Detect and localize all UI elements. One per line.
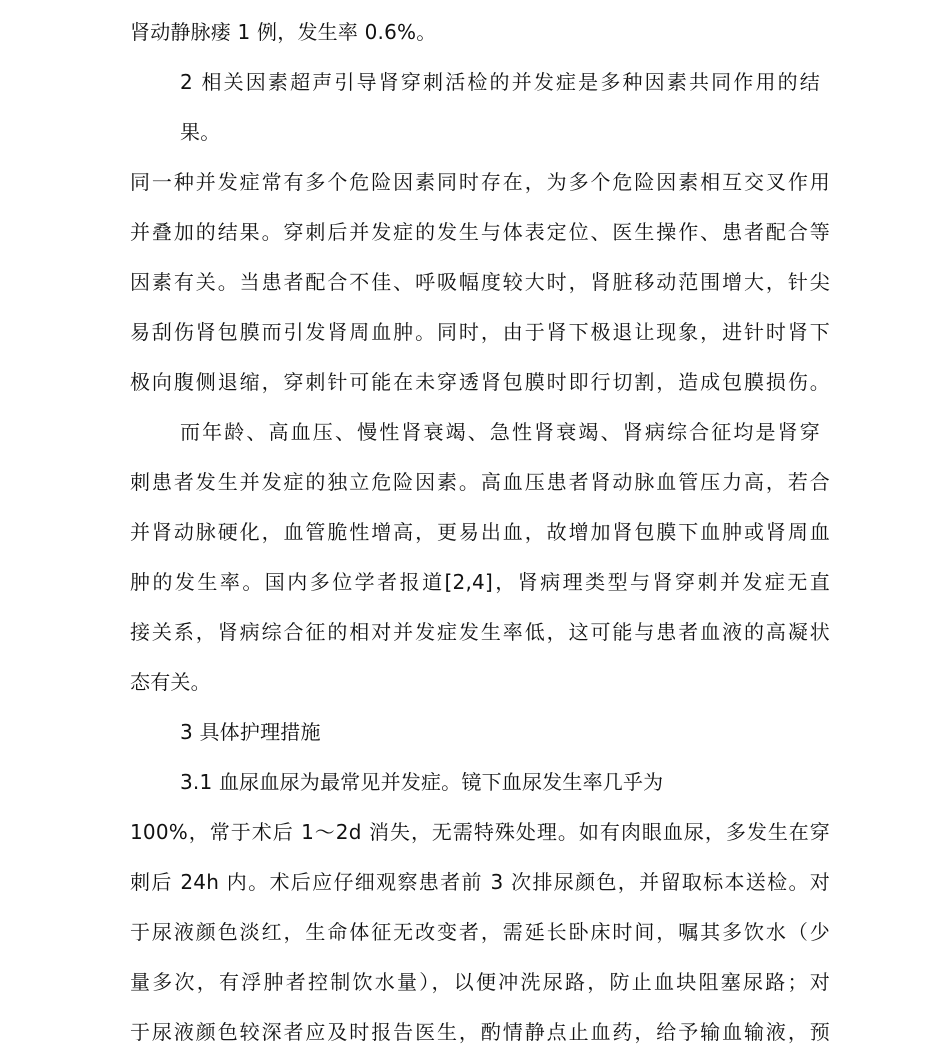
section-heading-line: 果。: [180, 120, 221, 144]
paragraph-first-line: 而年龄、高血压、慢性肾衰竭、急性肾衰竭、肾病综合征均是肾穿: [180, 420, 820, 444]
text-line: 并肾动脉硬化，血管脆性增高，更易出血，故增加肾包膜下血肿或肾周血: [130, 520, 830, 544]
text-line: 刺患者发生并发症的独立危险因素。高血压患者肾动脉血管压力高，若合: [130, 470, 830, 494]
text-line: 易刮伤肾包膜而引发肾周血肿。同时，由于肾下极退让现象，进针时肾下: [130, 320, 830, 344]
text-line: 因素有关。当患者配合不佳、呼吸幅度较大时，肾脏移动范围增大，针尖: [130, 270, 830, 294]
text-line: 于尿液颜色淡红，生命体征无改变者，需延长卧床时间，嘱其多饮水（少: [130, 920, 830, 944]
text-line: 肿的发生率。国内多位学者报道[2,4]，肾病理类型与肾穿刺并发症无直: [130, 570, 830, 594]
text-line: 肾动静脉瘘 1 例，发生率 0.6%。: [130, 20, 437, 44]
text-line: 接关系，肾病综合征的相对并发症发生率低，这可能与患者血液的高凝状: [130, 620, 830, 644]
text-line: 并叠加的结果。穿刺后并发症的发生与体表定位、医生操作、患者配合等: [130, 220, 830, 244]
subsection-heading-line: 3.1 血尿血尿为最常见并发症。镜下血尿发生率几乎为: [180, 770, 664, 794]
section-heading-line: 2 相关因素超声引导肾穿刺活检的并发症是多种因素共同作用的结: [180, 70, 820, 94]
text-line: 态有关。: [130, 670, 211, 694]
section-heading-line: 3 具体护理措施: [180, 720, 321, 744]
text-line: 刺后 24h 内。术后应仔细观察患者前 3 次排尿颜色，并留取标本送检。对: [130, 870, 830, 894]
text-line: 极向腹侧退缩，穿刺针可能在未穿透肾包膜时即行切割，造成包膜损伤。: [130, 370, 830, 394]
text-line: 量多次，有浮肿者控制饮水量），以便冲洗尿路，防止血块阻塞尿路；对: [130, 970, 830, 994]
text-line: 于尿液颜色较深者应及时报告医生，酌情静点止血药，给予输血输液，预: [130, 1020, 830, 1044]
text-line: 同一种并发症常有多个危险因素同时存在，为多个危险因素相互交叉作用: [130, 170, 830, 194]
text-line: 100%，常于术后 1～2d 消失，无需特殊处理。如有肉眼血尿，多发生在穿: [130, 820, 830, 844]
